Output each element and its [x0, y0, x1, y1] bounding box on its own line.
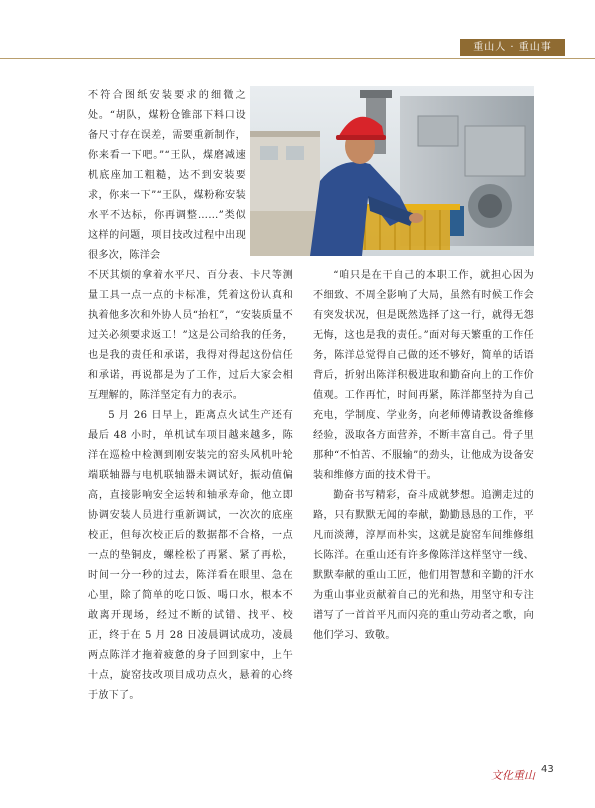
- svg-text:文化重山: 文化重山: [491, 769, 535, 782]
- magazine-logo: [491, 765, 537, 783]
- paragraph: “咱只是在干自己的本职工作，就担心因为不细致、不周全影响了大局，虽然有时候工作会有突发状况，但是既然选择了这一行，就得无怨无悔，这也是我的责任。”面对每天繁重的工作任务，陈洋总觉得自己做的还不够好，简单的话语背后，折射出陈洋积极进取和勤奋向上的工作价值观。工作再忙，时间再紧，陈洋都坚持为自己充电，学制度、学业务，向老师傅请教设备维修经验，汲取各方面营养，不断丰富自己。骨子里那种“不怕苦、不服输”的劲头，让他成为设备安装和维修方面的技术骨干。: [313, 270, 534, 481]
- paragraph: 不厌其烦的拿着水平尺、百分表、卡尺等测量工具一点一点的卡标准，凭着这份认真和执着他多次和外协人员“抬杠”，“安装质量不过关必须要求返工！”这是公司给我的任务，也是我的责任和承诺，我得对得起这份信任和承诺，再说都是为了工作，过后大家会相互理解的，陈洋坚定有力的表示。: [88, 270, 293, 401]
- article-column-left-top: [88, 86, 246, 266]
- header-divider: [0, 58, 595, 59]
- paragraph: 不符合图纸安装要求的细微之处。“胡队，煤粉仓锥部下料口设备尺寸存在误差，需要重新制作，你来看一下吧。”“王队，煤磨减速机底座加工粗糙，达不到安装要求，你来一下”“王队，煤粉称安装水平不达标，你再调整……”类似这样的问题，项目技改过程中出现很多次，陈洋会: [88, 90, 246, 261]
- article-column-left-bottom: [88, 266, 293, 706]
- paragraph: 勤奋书写精彩，奋斗成就梦想。追溯走过的路，只有默默无闻的奉献，勤勤恳恳的工作，平凡而淡薄，淳厚而朴实，这就是旋窑车间维修组长陈洋。在重山还有许多像陈洋这样坚守一线、默默奉献的重山工匠，他们用智慧和辛勤的汗水为重山事业贡献着自己的光和热，用坚守和专注谱写了一首首平凡而闪亮的重山劳动者之歌，向他们学习、致敬。: [313, 490, 534, 641]
- worker-photo: [250, 86, 534, 256]
- page-number: 43: [541, 764, 554, 775]
- section-badge: 重山人 · 重山事: [460, 39, 565, 56]
- article-column-right: [313, 266, 534, 646]
- paragraph: 5 月 26 日早上，距离点火试生产还有最后 48 小时，单机试车项目越来越多，陈洋在巡检中检测到刚安装完的窑头风机叶轮端联轴器与电机联轴器未调试好，振动值偏高，直接影响安全运转和轴承寿命，他立即协调安装人员进行重新调试，一次次的底座校正，但每次校正后的数据都不合格，一点一点的垫铜皮，螺栓松了再紧、紧了再松，时间一分一秒的过去，陈洋看在眼里、急在心里，除了简单的吃口饭、喝口水，根本不敢离开现场，经过不断的试错、找平、校正，终于在 5 月 28 日凌晨调试成功，凌晨两点陈洋才拖着疲惫的身子回到家中，上午十点，旋窑技改项目成功点火，悬着的心终于放下了。: [88, 410, 293, 701]
